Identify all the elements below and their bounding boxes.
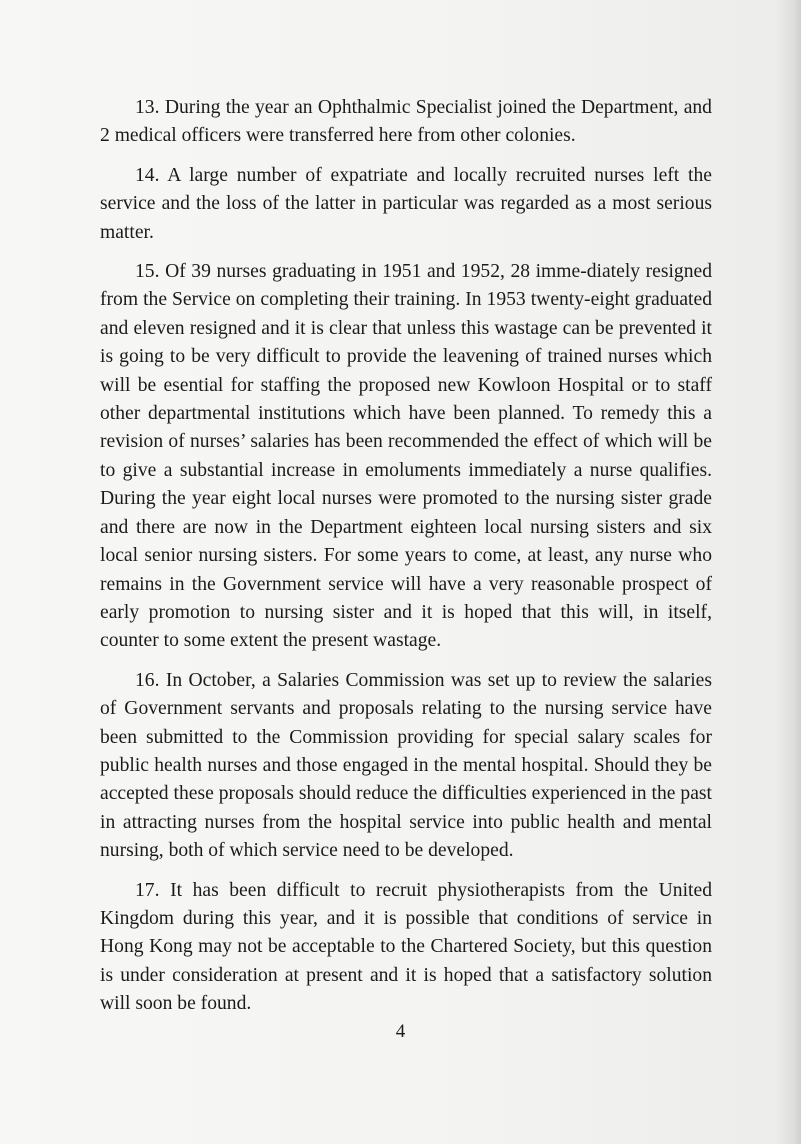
- paragraph-text: Of 39 nurses graduating in 1951 and 1952, 28 imme-diately resigned from the Service on completing their training. In 1953 twenty-eight graduated and eleven resigned and it is clear that unless this wastage can be prevented it is going to be very difficult to provide the leavening of trained nurses which will be esential for staffing the proposed new Kowloon Hospital or to staff other departmental institutions which have been planned. To remedy this a revision of nurses’ salaries has been recommended the effect of which will be to give a substantial increase in emoluments immediately a nurse qualifies. During the year eight local nurses were promoted to the nursing sister grade and there are now in the Department eighteen local nursing sisters and six local senior nursing sisters. For some years to come, at least, any nurse who remains in the Government service will have a very reasonable prospect of early promotion to nursing sister and it is hoped that this will, in itself, counter to some extent the present wastage.: [100, 261, 712, 652]
- paragraph-15: [100, 258, 712, 656]
- page-number: 4: [395, 1021, 406, 1042]
- paragraph-13: [100, 94, 712, 151]
- paragraph-14: [100, 162, 712, 247]
- paragraph-number: 15.: [135, 261, 160, 283]
- page-edge-shadow: [775, 0, 801, 1144]
- paragraph-number: 16.: [135, 669, 160, 691]
- paragraph-17: [100, 877, 712, 1019]
- document-body: [100, 94, 712, 1030]
- paragraph-text: It has been difficult to recruit physiotherapists from the United Kingdom during this year, and it is possible that conditions of service in Hong Kong may not be acceptable to the Chartered Society, but this question is under consideration at present and it is hoped that a satisfactory solution will soon be found.: [100, 879, 712, 1015]
- paragraph-number: 17.: [135, 879, 160, 901]
- paragraph-16: [100, 667, 712, 866]
- paragraph-number: 13.: [135, 97, 160, 118]
- paragraph-number: 14.: [135, 164, 160, 186]
- paragraph-text: During the year an Ophthalmic Specialist joined the Department, and 2 medical officers were transferred here from other colonies.: [100, 97, 712, 147]
- paragraph-text: In October, a Salaries Commission was set up to review the salaries of Government servants and proposals relating to the nursing service have been submitted to the Commission providing for special salary scales for public health nurses and those engaged in the mental hospital. Should they be accepted these proposals should reduce the difficulties experienced in the past in attracting nurses from the hospital service into public health and mental nursing, both of which service need to be developed.: [100, 669, 712, 862]
- paragraph-text: A large number of expatriate and locally recruited nurses left the service and the loss of the latter in particular was regarded as a most serious matter.: [100, 164, 712, 243]
